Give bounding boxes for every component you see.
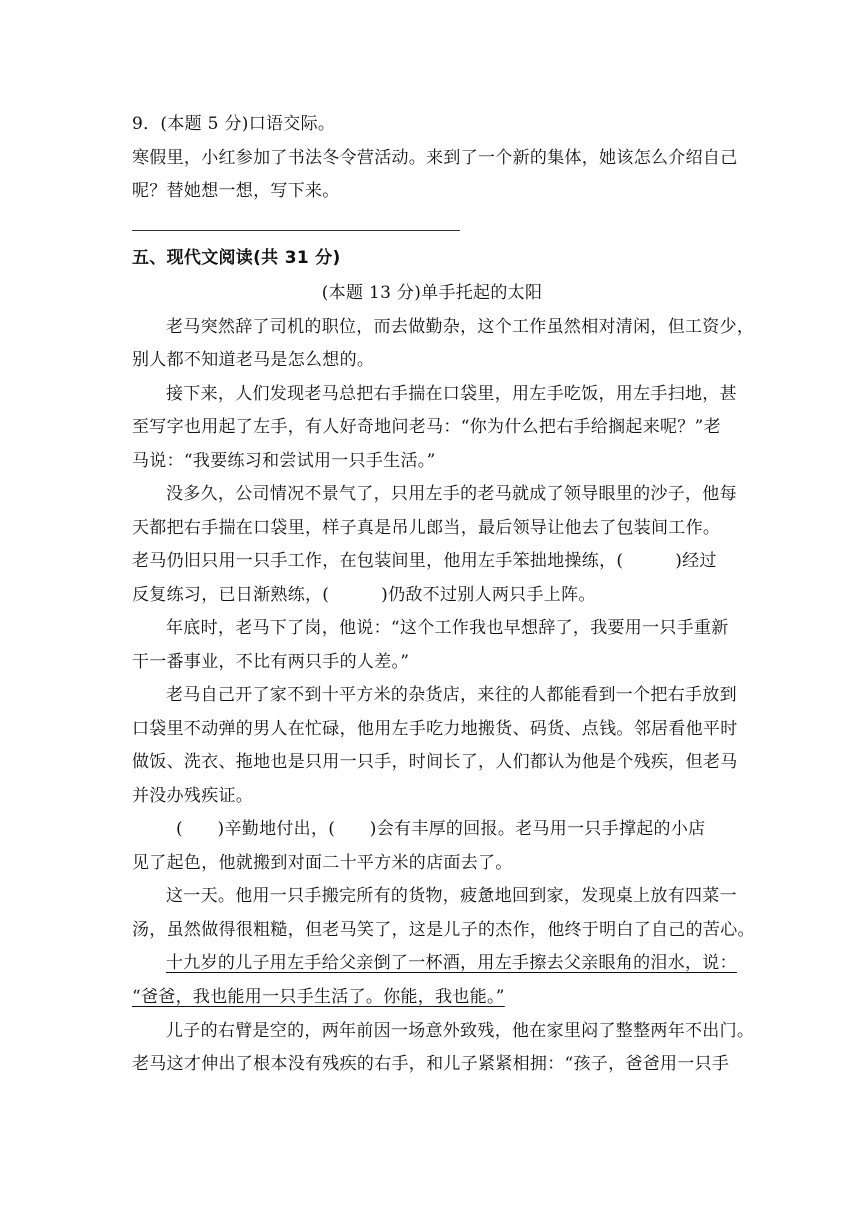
passage-line: 做饭、洗衣、拖地也是只用一只手，时间长了，人们都认为他是个残疾，但老马 [132, 752, 738, 772]
passage-line: 老马这才伸出了根本没有残疾的右手，和儿子紧紧相拥：“孩子，爸爸用一只手 [132, 1054, 730, 1074]
answer-blank-line[interactable] [132, 230, 460, 231]
question-9-title: 9．(本题 5 分)口语交际。 [132, 114, 336, 134]
passage-line: 年底时，老马下了岗，他说：“这个工作我也早想辞了，我要用一只手重新 [166, 618, 729, 638]
passage-line: 马说：“我要练习和尝试用一只手生活。” [132, 451, 436, 471]
passage-line: 天都把右手揣在口袋里，样子真是吊儿郎当，最后领导让他去了包装间工作。 [132, 518, 721, 538]
underlined-passage-line: “爸爸，我也能用一只手生活了。你能，我也能。” [132, 987, 505, 1007]
passage-line: 儿子的右臂是空的，两年前因一场意外致残，他在家里闷了整整两年不出门。 [166, 1021, 755, 1041]
passage-line: 这一天。他用一只手搬完所有的货物，疲惫地回到家，发现桌上放有四菜一 [166, 886, 737, 906]
passage-line: 并没办残疾证。 [132, 786, 254, 806]
passage-line-with-blank: 老马仍旧只用一只手工作，在包装间里，他用左手笨拙地操练，( )经过 [132, 551, 717, 571]
passage-line-with-blank: 反复练习，已日渐熟练，( )仍敌不过别人两只手上阵。 [132, 585, 596, 605]
passage-line: 汤，虽然做得很粗糙，但老马笑了，这是儿子的杰作，他终于明白了自己的苦心。 [132, 920, 755, 940]
passage-line: 老马突然辞了司机的职位，而去做勤杂，这个工作虽然相对清闲，但工资少， [166, 317, 755, 337]
passage-line: 别人都不知道老马是怎么想的。 [132, 350, 375, 370]
passage-line: 口袋里不动弹的男人在忙碌，他用左手吃力地搬货、码货、点钱。邻居看他平时 [132, 719, 738, 739]
passage-line: 没多久，公司情况不景气了，只用左手的老马就成了领导眼里的沙子，他每 [166, 484, 737, 504]
passage-line: 老马自己开了家不到十平方米的杂货店，来往的人都能看到一个把右手放到 [166, 685, 737, 705]
passage-title: (本题 13 分)单手托起的太阳 [321, 283, 543, 303]
question-9-prompt-line-1: 寒假里，小红参加了书法冬令营活动。来到了一个新的集体，她该怎么介绍自己 [132, 148, 738, 168]
question-9-prompt-line-2: 呢？替她想一想，写下来。 [132, 181, 340, 201]
passage-line: 接下来，人们发现老马总把右手揣在口袋里，用左手吃饭，用左手扫地，甚 [166, 384, 737, 404]
passage-line: 至写字也用起了左手，有人好奇地问老马：“你为什么把右手给搁起来呢？”老 [132, 417, 721, 437]
section-5-heading: 五、现代文阅读(共 31 分) [132, 248, 341, 268]
underlined-passage-line: 十九岁的儿子用左手给父亲倒了一杯酒，用左手擦去父亲眼角的泪水，说： [166, 953, 737, 973]
passage-line: 干一番事业，不比有两只手的人差。” [132, 652, 410, 672]
passage-line-with-blank: ( )辛勤地付出，( )会有丰厚的回报。老马用一只手撑起的小店 [176, 819, 706, 839]
passage-line: 见了起色，他就搬到对面二十平方米的店面去了。 [132, 853, 513, 873]
